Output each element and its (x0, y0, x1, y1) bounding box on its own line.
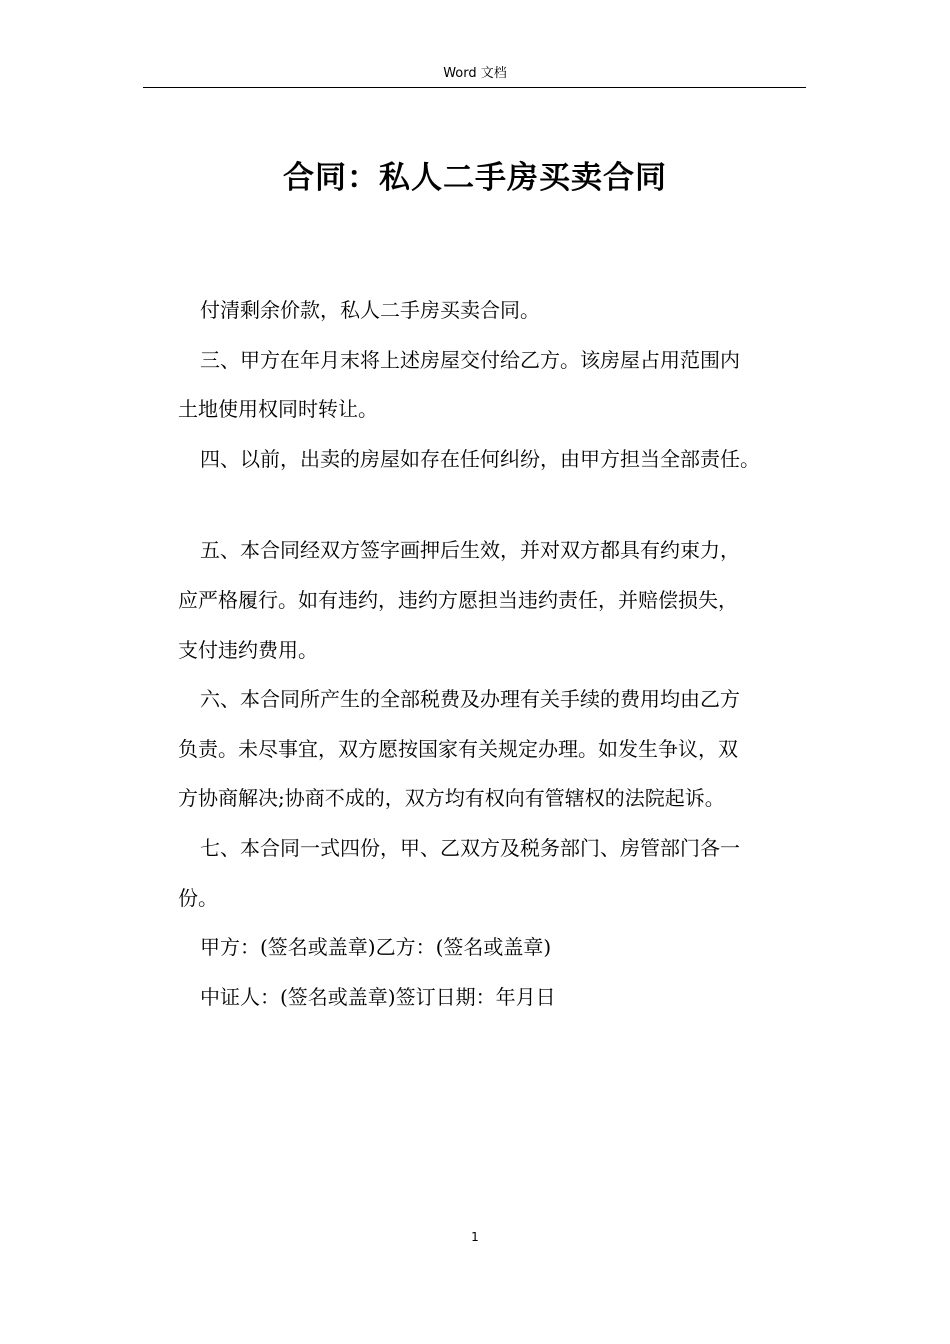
paragraph-line: 六、本合同所产生的全部税费及办理有关手续的费用均由乙方 (200, 687, 740, 712)
page-number: 1 (471, 1230, 479, 1244)
paragraph-spacer (178, 484, 818, 526)
paragraph-line: 支付违约费用。 (178, 637, 318, 662)
paragraph-clause-3 (178, 336, 818, 435)
paragraph-line: 甲方：(签名或盖章)乙方：(签名或盖章) (200, 935, 552, 960)
paragraph-clause-5 (178, 526, 818, 675)
header-divider (143, 87, 806, 88)
paragraph-line: 份。 (178, 885, 218, 910)
paragraph-line: 付清剩余价款，私人二手房买卖合同。 (200, 298, 540, 322)
paragraph-line: 负责。未尽事宜，双方愿按国家有关规定办理。如发生争议，双 (178, 736, 738, 761)
signature-parties (178, 923, 818, 973)
paragraph-line: 方协商解决;协商不成的，双方均有权向有管辖权的法院起诉。 (178, 786, 725, 811)
page-header-label: Word 文档 (443, 66, 507, 81)
paragraph-line: 应严格履行。如有违约，违约方愿担当违约责任，并赔偿损失， (178, 587, 738, 612)
signature-witness-date (178, 973, 818, 1023)
paragraph-line: 三、甲方在年月末将上述房屋交付给乙方。该房屋占用范围内 (200, 347, 740, 372)
paragraph-clause-4 (178, 435, 818, 485)
document-title: 合同：私人二手房买卖合同 (283, 160, 667, 196)
paragraph-line: 四、以前，出卖的房屋如存在任何纠纷，由甲方担当全部责任。 (200, 446, 760, 471)
paragraph-clause-7 (178, 824, 818, 923)
paragraph-line: 七、本合同一式四份，甲、乙双方及税务部门、房管部门各一 (200, 835, 740, 860)
paragraph-payment (178, 286, 818, 336)
paragraph-line: 土地使用权同时转让。 (178, 397, 378, 422)
paragraph-clause-6 (178, 675, 818, 824)
document-body (178, 286, 818, 1022)
paragraph-line: 五、本合同经双方签字画押后生效，并对双方都具有约束力， (200, 538, 740, 563)
paragraph-line: 中证人：(签名或盖章)签订日期：年月日 (200, 984, 556, 1009)
